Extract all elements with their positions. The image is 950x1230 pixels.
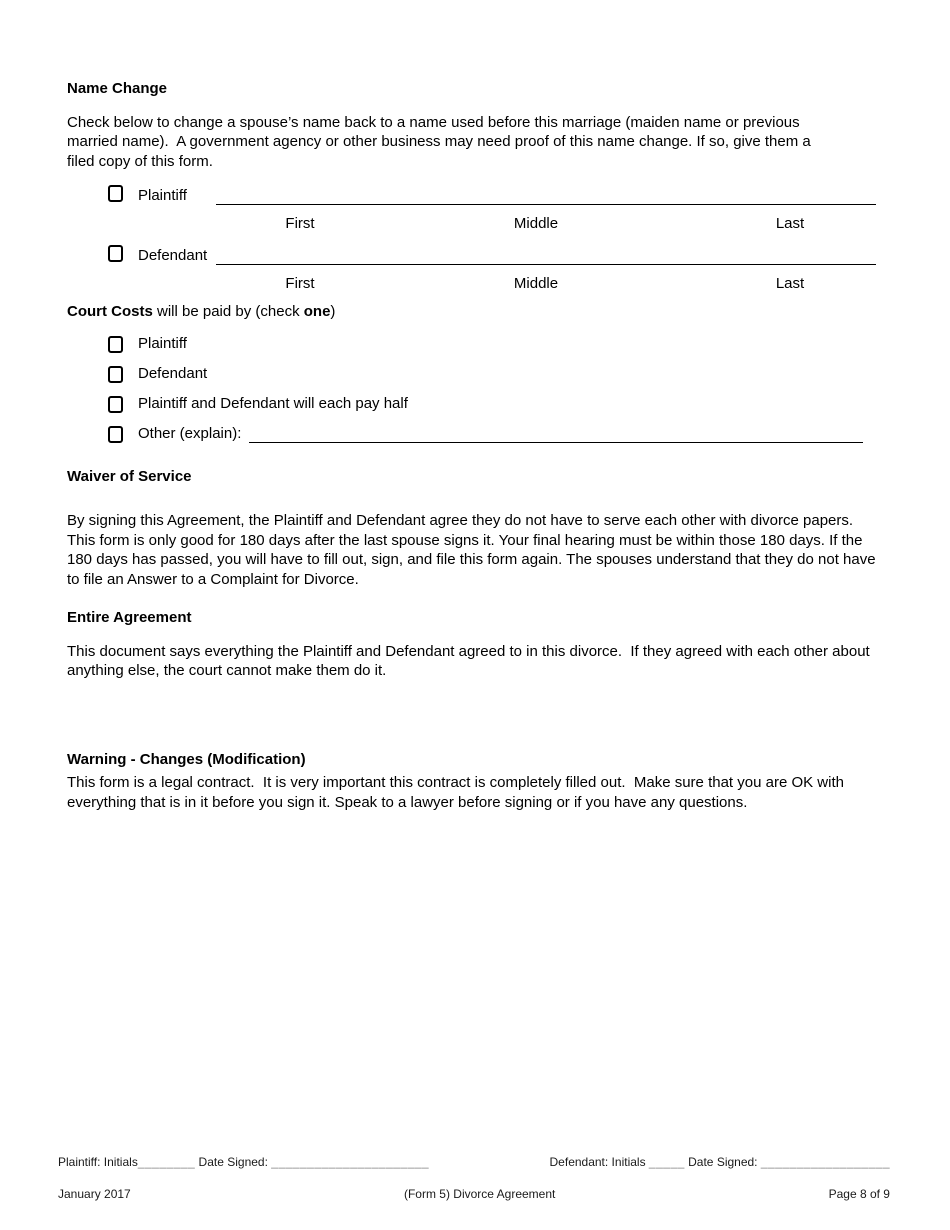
plaintiff-name-checkbox[interactable]: [108, 185, 123, 202]
name-change-heading: Name Change: [67, 80, 168, 97]
waiver-body: By signing this Agreement, the Plaintiff and Defendant agree they do not have to serve each other with divorce papers. This form is only good for 180 days after the last spouse signs it. Your final hearing must be within those 180 days. If the 180 days has passed, you will have to fill out, sign, and file this form again. The spouses understand that they do not have to file an Answer to a Complaint for Divorce.: [67, 512, 880, 588]
defendant-name-label: Defendant: [138, 246, 208, 264]
entire-agreement-body: This document says everything the Plaintiff and Defendant agreed to in this divorce. If they agreed with each other about anything else, the court cannot make them do it.: [67, 642, 874, 679]
warning-body: This form is a legal contract. It is very important this contract is completely filled out. Make sure that you are OK with everything that is in it before you sign it. Speak to a lawyer before signing or if you have any questions.: [67, 774, 849, 811]
date-signed-label: Date Signed:: [195, 1155, 272, 1169]
page-footer: [58, 1155, 890, 1202]
plaintiff-date-signed-field[interactable]: ______________________: [271, 1155, 430, 1169]
option-label: Plaintiff and Defendant will each pay half: [138, 395, 408, 413]
court-costs-option-defendant: [67, 366, 876, 383]
defendant-pays-checkbox[interactable]: [108, 366, 123, 383]
option-label: Plaintiff: [138, 335, 187, 353]
defendant-name-row: [67, 244, 876, 265]
middle-label: Middle: [513, 275, 559, 292]
last-label: Last: [775, 275, 805, 292]
entire-agreement-heading: Entire Agreement: [67, 609, 192, 626]
name-change-intro: Check below to change a spouse’s name back to a name used before this marriage (maiden name or previous married name). A government agency or other business may need proof of this name change. If so, give them a filed copy of this form.: [67, 113, 815, 170]
date-signed-label: Date Signed:: [684, 1155, 761, 1169]
defendant-date-signed-field[interactable]: __________________: [760, 1155, 890, 1169]
court-costs-option-half: [67, 396, 876, 413]
court-costs-bold: Court Costs: [67, 303, 153, 320]
footer-form-title: (Form 5) Divorce Agreement: [403, 1186, 556, 1201]
defendant-name-checkbox[interactable]: [108, 245, 123, 262]
each-pay-half-checkbox[interactable]: [108, 396, 123, 413]
first-label: First: [285, 215, 315, 232]
option-label: Other (explain):: [138, 425, 242, 443]
plaintiff-name-label: Plaintiff: [138, 186, 187, 204]
plaintiff-name-sublabels: [67, 214, 876, 230]
court-costs-option-plaintiff: [67, 336, 876, 353]
plaintiff-initials-label: Plaintiff: Initials: [58, 1155, 138, 1169]
court-costs-option-other: [67, 426, 876, 443]
court-costs-close: ): [330, 303, 336, 320]
defendant-initials-field[interactable]: _____: [648, 1155, 685, 1169]
footer-page-number: Page 8 of 9: [828, 1186, 890, 1201]
other-explain-field[interactable]: [249, 428, 863, 443]
footer-date: January 2017: [58, 1186, 131, 1201]
plaintiff-name-row: [67, 184, 876, 205]
defendant-signature-group: [550, 1155, 890, 1171]
plaintiff-name-field[interactable]: [216, 186, 876, 205]
middle-label: Middle: [513, 215, 559, 232]
court-costs-text: will be paid by (check: [152, 303, 304, 320]
waiver-heading: Waiver of Service: [67, 467, 192, 485]
court-costs-bold-one: one: [303, 303, 331, 320]
plaintiff-pays-checkbox[interactable]: [108, 336, 123, 353]
warning-heading: Warning - Changes (Modification): [67, 750, 306, 768]
other-checkbox[interactable]: [108, 426, 123, 443]
option-label: Defendant: [138, 365, 208, 383]
plaintiff-initials-field[interactable]: ________: [137, 1155, 196, 1169]
plaintiff-signature-group: [58, 1155, 429, 1171]
signature-row: [58, 1155, 890, 1171]
first-label: First: [285, 275, 315, 292]
defendant-initials-label: Defendant: Initials: [549, 1155, 649, 1169]
last-label: Last: [775, 215, 805, 232]
defendant-name-sublabels: [67, 274, 876, 290]
defendant-name-field[interactable]: [216, 246, 876, 265]
court-costs-lead: [67, 302, 876, 322]
footer-meta-row: [58, 1187, 890, 1203]
